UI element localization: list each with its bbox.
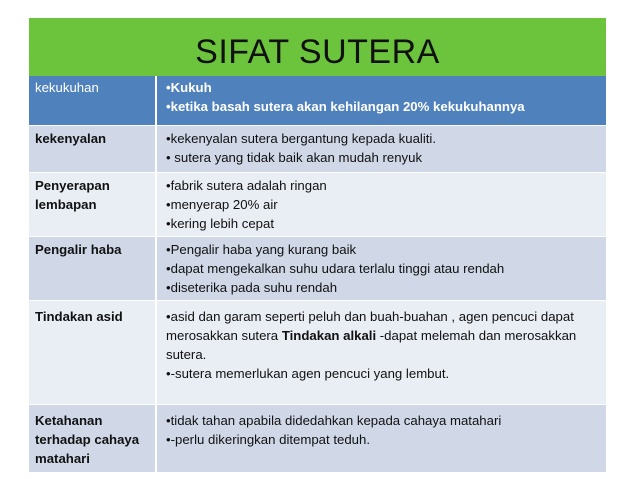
row-label: Ketahanan terhadap cahaya matahari (29, 405, 156, 473)
row-content (156, 237, 606, 301)
content-line: •Kukuh (166, 80, 212, 95)
table-row (29, 173, 606, 237)
row-label: kekukuhan (29, 76, 156, 126)
content-paragraph (166, 307, 602, 364)
content-line: •fabrik sutera adalah ringan (166, 178, 327, 193)
table-row (29, 237, 606, 301)
table-row (29, 76, 606, 126)
content-line: •diseterika pada suhu rendah (166, 280, 338, 295)
content-line: •Pengalir haba yang kurang baik (166, 242, 357, 257)
row-label: Pengalir haba (29, 237, 156, 301)
row-content (156, 126, 606, 173)
row-label: Penyerapan lembapan (29, 173, 156, 237)
table-row (29, 301, 606, 405)
content-line: •dapat mengekalkan suhu udara terlalu tinggi atau rendah (166, 261, 505, 276)
row-content (156, 405, 606, 473)
table-row (29, 126, 606, 173)
content-line: •-sutera memerlukan agen pencuci yang lembut. (166, 366, 450, 381)
content-line: •-perlu dikeringkan ditempat teduh. (166, 432, 371, 447)
title-band (29, 18, 606, 76)
properties-table (29, 76, 606, 473)
content-line: •ketika basah sutera akan kehilangan 20% kekukuhannya (166, 99, 525, 114)
page-title: SIFAT SUTERA (195, 33, 440, 71)
row-content (156, 173, 606, 237)
row-content (156, 301, 606, 405)
paragraph-bold-text: Tindakan alkali (281, 328, 377, 343)
content-line: •tidak tahan apabila didedahkan kepada cahaya matahari (166, 413, 502, 428)
row-content (156, 76, 606, 126)
content-line: •kering lebih cepat (166, 216, 274, 231)
paragraph-text: •asid dan garam seperti peluh dan buah-buahan , agen pencuci dapat merosakkan sutera (166, 309, 574, 343)
content-line: •menyerap 20% air (166, 197, 278, 212)
content-line: • sutera yang tidak baik akan mudah renyuk (166, 150, 423, 165)
row-label: Tindakan asid (29, 301, 156, 405)
row-label: kekenyalan (29, 126, 156, 173)
paragraph-text: -dapat melemah dan merosakkan sutera. (166, 328, 577, 362)
table-row (29, 405, 606, 473)
content-line: •kekenyalan sutera bergantung kepada kualiti. (166, 131, 437, 146)
